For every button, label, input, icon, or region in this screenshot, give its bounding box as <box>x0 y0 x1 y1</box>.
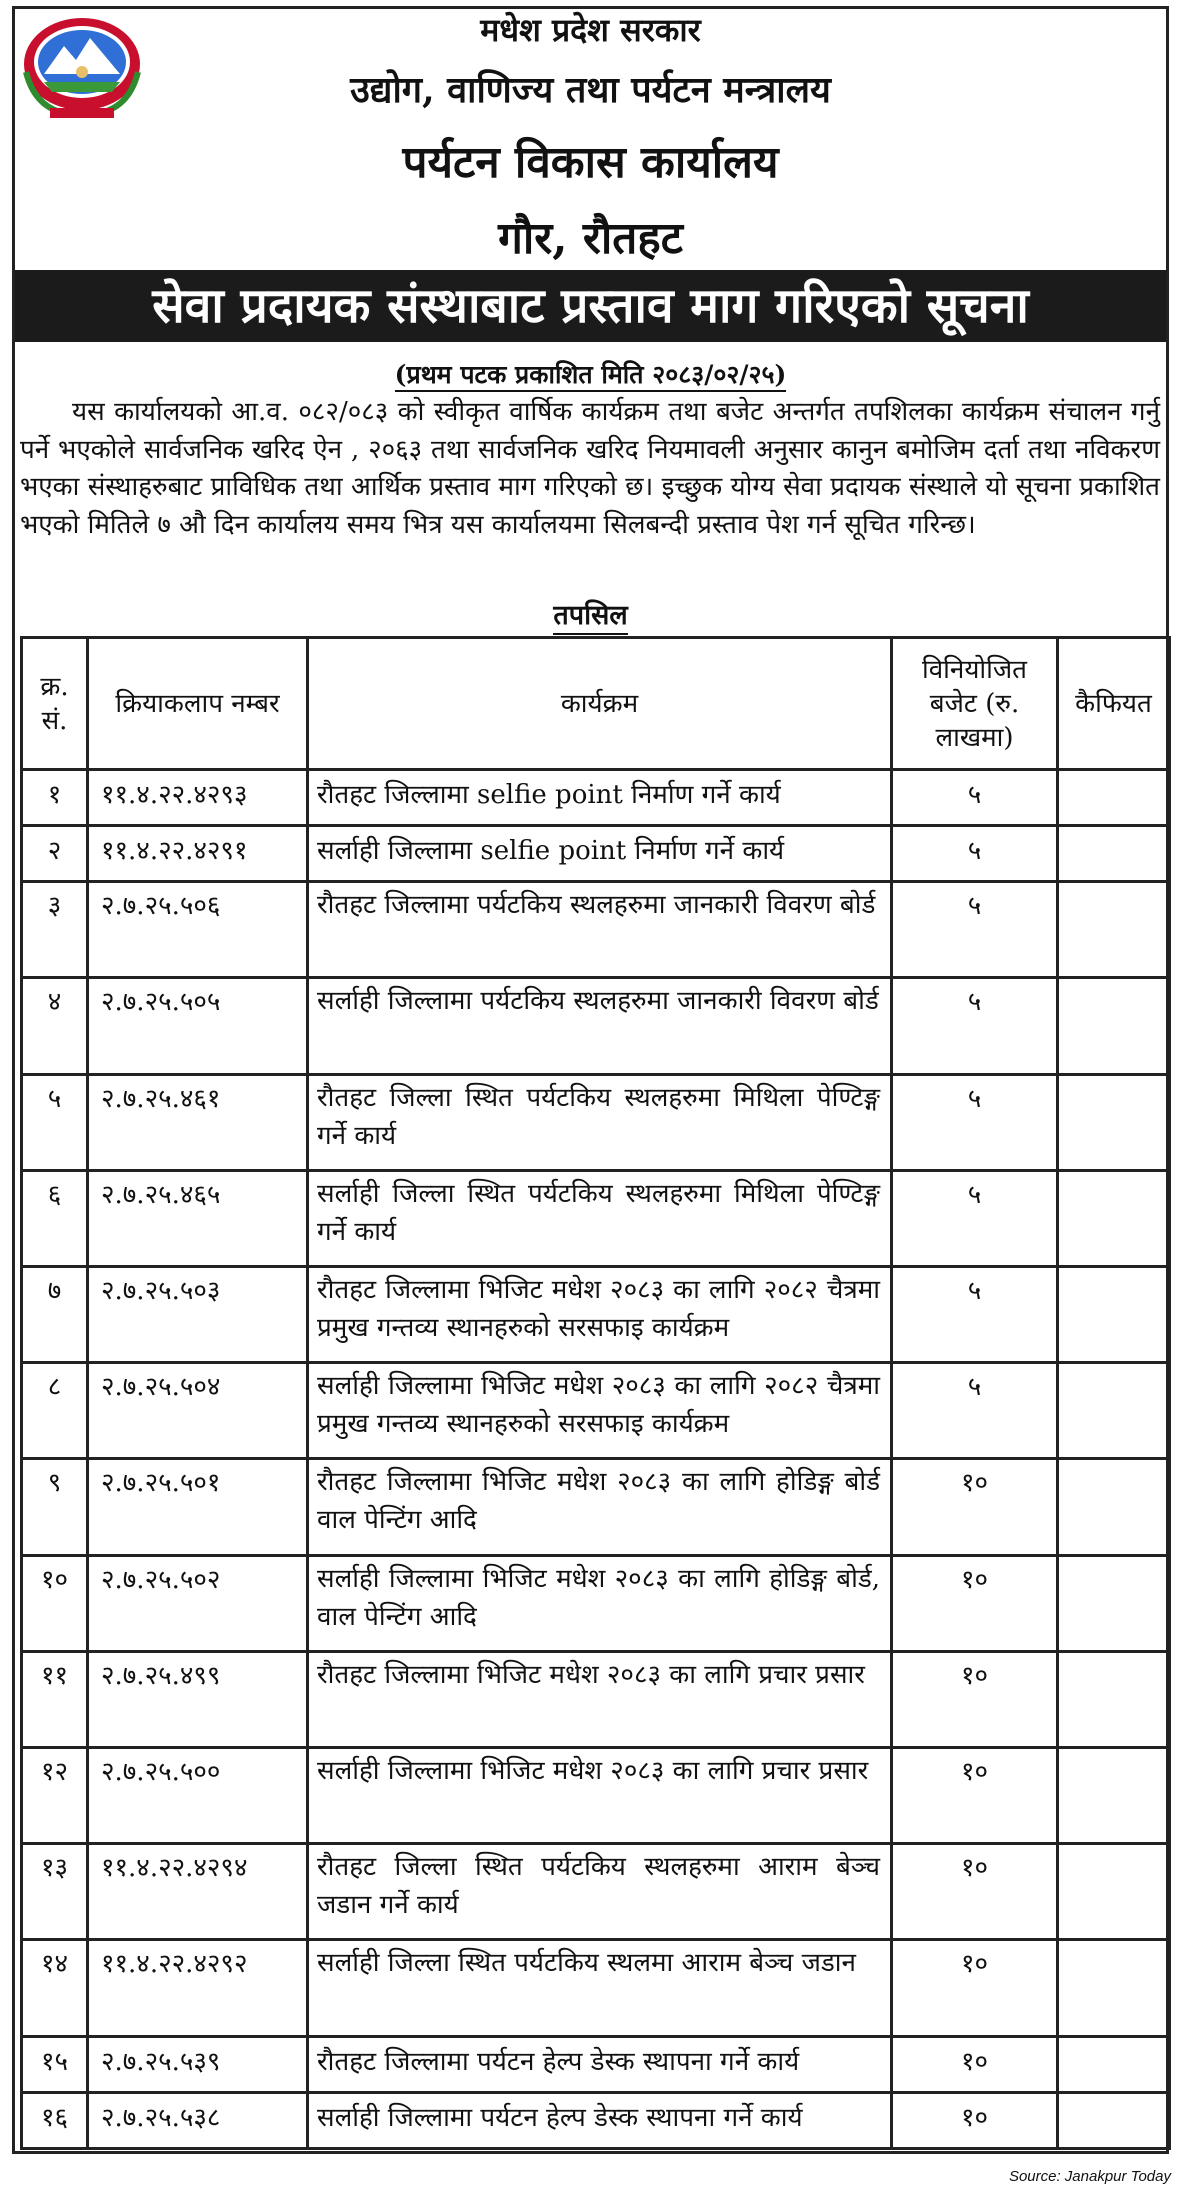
table-row <box>22 1940 1170 2036</box>
row-program: सर्लाही जिल्लामा भिजिट मधेश २०८३ का लागि २०८२ चैत्रमा प्रमुख गन्तव्य स्थानहरुको सरसफाइ कार्यक्रम <box>308 1363 892 1459</box>
row-activity-number: २.७.२५.५०३ <box>88 1267 308 1363</box>
row-budget: १० <box>892 1459 1058 1555</box>
table-row <box>22 1555 1170 1651</box>
row-program: रौतहट जिल्ला स्थित पर्यटकिय स्थलहरुमा मिथिला पेण्टिङ्ग गर्ने कार्य <box>308 1074 892 1170</box>
notice-body <box>20 394 1160 544</box>
row-sn: ६ <box>22 1170 88 1266</box>
row-budget: ५ <box>892 1170 1058 1266</box>
table-row <box>22 1074 1170 1170</box>
table-heading-text: तपसिल <box>553 600 627 635</box>
row-program: रौतहट जिल्लामा पर्यटन हेल्प डेस्क स्थापना गर्ने कार्य <box>308 2036 892 2092</box>
header-remarks: कैफियत <box>1058 638 1170 770</box>
notice-body-text: यस कार्यालयको आ.व. ०८२/०८३ को स्वीकृत वार्षिक कार्यक्रम तथा बजेट अन्तर्गत तपशिलका कार्यक्रम संचालन गर्नु पर्ने भएकोले सार्वजनिक खरिद ऐन , २०६३ तथा सार्वजनिक खरिद नियमावली अनुसार कानुन बमोजिम दर्ता तथा नविकरण भएका संस्थाहरुबाट प्राविधिक तथा आर्थिक प्रस्ताव माग गरिएको छ। इच्छुक योग्य सेवा प्रदायक संस्थाले यो सूचना प्रकाशित भएको मितिले ७ औ दिन कार्यालय समय भित्र यस कार्यालयमा सिलबन्दी प्रस्ताव पेश गर्न सूचित गरिन्छ। <box>20 397 1160 540</box>
row-sn: १६ <box>22 2092 88 2148</box>
row-activity-number: ११.४.२२.४२९३ <box>88 770 308 826</box>
row-remarks <box>1058 770 1170 826</box>
row-budget: ५ <box>892 1074 1058 1170</box>
office-name: पर्यटन विकास कार्यालय <box>402 137 779 188</box>
row-remarks <box>1058 2036 1170 2092</box>
row-budget: ५ <box>892 1363 1058 1459</box>
row-program: रौतहट जिल्लामा भिजिट मधेश २०८३ का लागि २०८२ चैत्रमा प्रमुख गन्तव्य स्थानहरुको सरसफाइ कार्यक्रम <box>308 1267 892 1363</box>
table-row <box>22 1363 1170 1459</box>
row-program: रौतहट जिल्ला स्थित पर्यटकिय स्थलहरुमा आराम बेञ्च जडान गर्ने कार्य <box>308 1844 892 1940</box>
row-activity-number: २.७.२५.४६५ <box>88 1170 308 1266</box>
row-sn: १० <box>22 1555 88 1651</box>
row-activity-number: २.७.२५.४९९ <box>88 1651 308 1747</box>
row-program: सर्लाही जिल्लामा पर्यटकिय स्थलहरुमा जानकारी विवरण बोर्ड <box>308 978 892 1074</box>
table-row <box>22 1267 1170 1363</box>
row-budget: १० <box>892 1651 1058 1747</box>
row-activity-number: २.७.२५.५३९ <box>88 2036 308 2092</box>
row-sn: ९ <box>22 1459 88 1555</box>
row-remarks <box>1058 1074 1170 1170</box>
row-budget: १० <box>892 1555 1058 1651</box>
row-budget: १० <box>892 1748 1058 1844</box>
row-sn: ३ <box>22 882 88 978</box>
table-row <box>22 1170 1170 1266</box>
row-program: सर्लाही जिल्लामा भिजिट मधेश २०८३ का लागि प्रचार प्रसार <box>308 1748 892 1844</box>
row-program: रौतहट जिल्लामा selfie point निर्माण गर्ने कार्य <box>308 770 892 826</box>
row-remarks <box>1058 1170 1170 1266</box>
row-budget: ५ <box>892 770 1058 826</box>
row-remarks <box>1058 1748 1170 1844</box>
table-header-row <box>22 638 1170 770</box>
row-remarks <box>1058 1844 1170 1940</box>
table-row <box>22 1748 1170 1844</box>
table-heading <box>0 595 1181 632</box>
row-sn: १३ <box>22 1844 88 1940</box>
row-activity-number: २.७.२५.५०४ <box>88 1363 308 1459</box>
program-table <box>20 636 1171 2150</box>
table-row <box>22 882 1170 978</box>
row-activity-number: ११.४.२२.४२९४ <box>88 1844 308 1940</box>
row-budget: १० <box>892 2036 1058 2092</box>
row-remarks <box>1058 1363 1170 1459</box>
row-sn: १ <box>22 770 88 826</box>
table-row <box>22 978 1170 1074</box>
row-program: रौतहट जिल्लामा भिजिट मधेश २०८३ का लागि होडिङ्ग बोर्ड वाल पेन्टिंग आदि <box>308 1459 892 1555</box>
table-row <box>22 826 1170 882</box>
row-activity-number: २.७.२५.५०२ <box>88 1555 308 1651</box>
row-activity-number: २.७.२५.५०१ <box>88 1459 308 1555</box>
table-row <box>22 1459 1170 1555</box>
table-row <box>22 2036 1170 2092</box>
row-budget: ५ <box>892 882 1058 978</box>
row-sn: ७ <box>22 1267 88 1363</box>
row-sn: ८ <box>22 1363 88 1459</box>
table-row <box>22 1844 1170 1940</box>
row-budget: ५ <box>892 826 1058 882</box>
row-remarks <box>1058 2092 1170 2148</box>
row-activity-number: ११.४.२२.४२९१ <box>88 826 308 882</box>
row-sn: २ <box>22 826 88 882</box>
row-budget: १० <box>892 1940 1058 2036</box>
office-location: गौर, रौतहट <box>498 213 683 264</box>
row-sn: १४ <box>22 1940 88 2036</box>
row-program: सर्लाही जिल्लामा पर्यटन हेल्प डेस्क स्थापना गर्ने कार्य <box>308 2092 892 2148</box>
government-name: मधेश प्रदेश सरकार <box>480 11 701 49</box>
row-program: सर्लाही जिल्लामा भिजिट मधेश २०८३ का लागि होडिङ्ग बोर्ड, वाल पेन्टिंग आदि <box>308 1555 892 1651</box>
row-budget: १० <box>892 2092 1058 2148</box>
row-budget: ५ <box>892 978 1058 1074</box>
row-activity-number: २.७.२५.५०६ <box>88 882 308 978</box>
row-program: रौतहट जिल्लामा भिजिट मधेश २०८३ का लागि प्रचार प्रसार <box>308 1651 892 1747</box>
notice-title: सेवा प्रदायक संस्थाबाट प्रस्ताव माग गरिएको सूचना <box>15 270 1166 342</box>
row-activity-number: २.७.२५.५३८ <box>88 2092 308 2148</box>
row-program: सर्लाही जिल्लामा selfie point निर्माण गर्ने कार्य <box>308 826 892 882</box>
header-activity-number: क्रियाकलाप नम्बर <box>88 638 308 770</box>
table-row <box>22 770 1170 826</box>
header-sn: क्र. सं. <box>22 638 88 770</box>
row-activity-number: २.७.२५.४६१ <box>88 1074 308 1170</box>
table-row <box>22 2092 1170 2148</box>
row-program: रौतहट जिल्लामा पर्यटकिय स्थलहरुमा जानकारी विवरण बोर्ड <box>308 882 892 978</box>
publish-date <box>0 357 1181 391</box>
row-remarks <box>1058 882 1170 978</box>
source-credit: Source: Janakpur Today <box>1008 2168 1171 2185</box>
row-activity-number: ११.४.२२.४२९२ <box>88 1940 308 2036</box>
row-program: सर्लाही जिल्ला स्थित पर्यटकिय स्थलहरुमा मिथिला पेण्टिङ्ग गर्ने कार्य <box>308 1170 892 1266</box>
row-remarks <box>1058 1267 1170 1363</box>
row-remarks <box>1058 1459 1170 1555</box>
header-program: कार्यक्रम <box>308 638 892 770</box>
row-activity-number: २.७.२५.५०० <box>88 1748 308 1844</box>
row-remarks <box>1058 1555 1170 1651</box>
row-program: सर्लाही जिल्ला स्थित पर्यटकिय स्थलमा आराम बेञ्च जडान <box>308 1940 892 2036</box>
row-sn: १५ <box>22 2036 88 2092</box>
publish-date-text: (प्रथम पटक प्रकाशित मिति २०८३/०२/२५) <box>395 360 787 392</box>
row-remarks <box>1058 1651 1170 1747</box>
header-budget: विनियोजित बजेट (रु. लाखमा) <box>892 638 1058 770</box>
row-remarks <box>1058 1940 1170 2036</box>
row-sn: १२ <box>22 1748 88 1844</box>
row-activity-number: २.७.२५.५०५ <box>88 978 308 1074</box>
row-budget: ५ <box>892 1267 1058 1363</box>
row-sn: ४ <box>22 978 88 1074</box>
table-row <box>22 1651 1170 1747</box>
row-remarks <box>1058 978 1170 1074</box>
row-remarks <box>1058 826 1170 882</box>
ministry-name: उद्योग, वाणिज्य तथा पर्यटन मन्त्रालय <box>350 69 831 111</box>
row-sn: ५ <box>22 1074 88 1170</box>
row-sn: ११ <box>22 1651 88 1747</box>
row-budget: १० <box>892 1844 1058 1940</box>
